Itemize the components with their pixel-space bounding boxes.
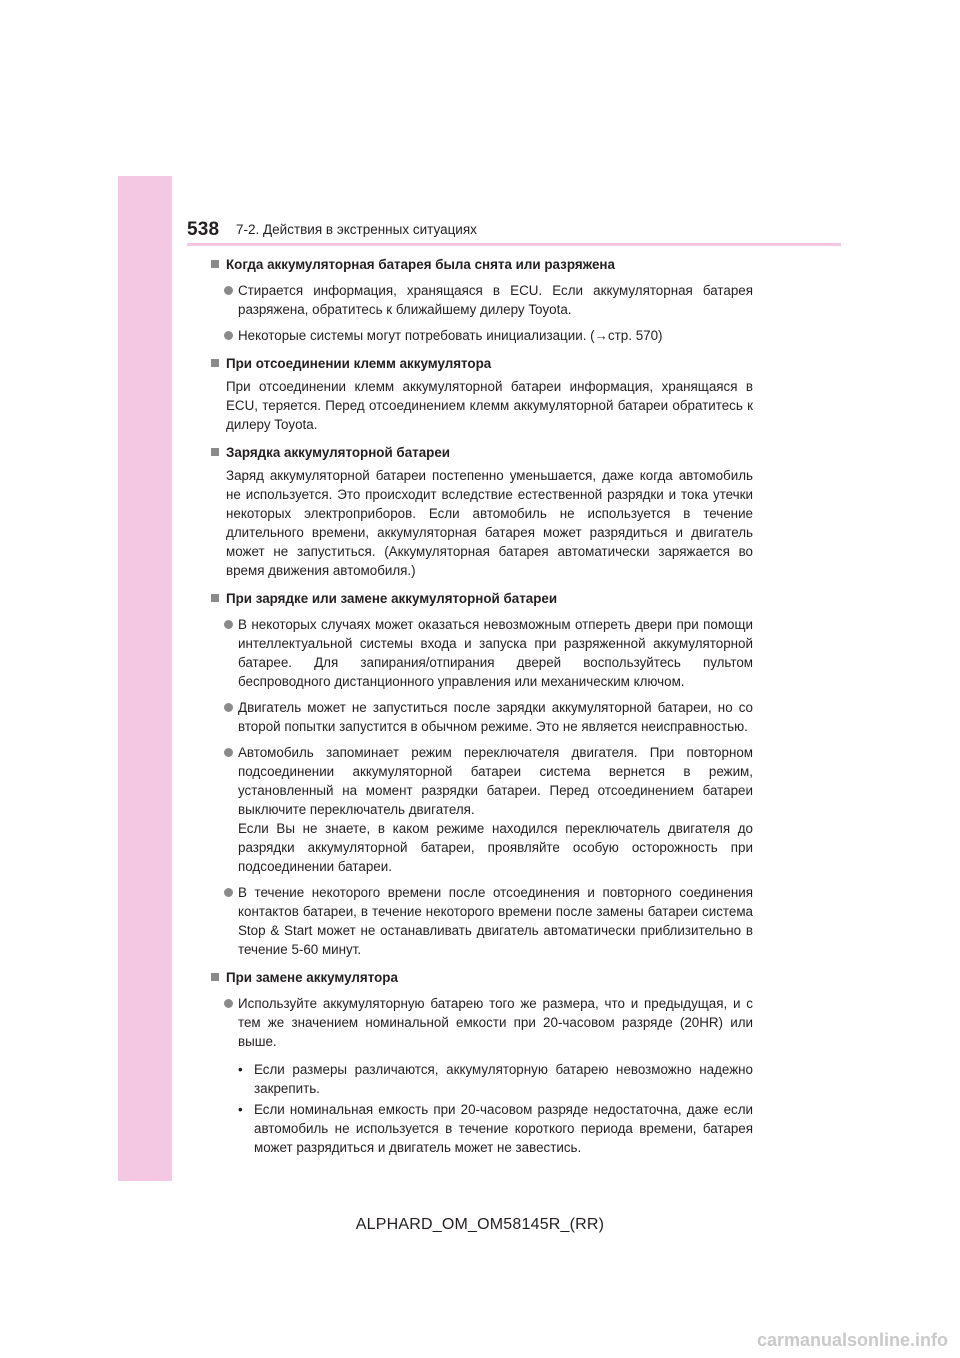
bullet-text: Автомобиль запоминает режим переключателя двигателя. При повторном подсоединении аккумуляторной батареи система вернется в режим, установленный на момент разрядки батареи. Перед отсоединением батареи выключите переключатель двигателя. <box>238 745 753 817</box>
section-heading <box>210 255 753 274</box>
dot-marker: • <box>238 1062 243 1077</box>
section-heading-text: При замене аккумулятора <box>226 970 398 985</box>
bullet-item <box>210 994 753 1051</box>
sub-item <box>210 1100 753 1157</box>
bullet-item <box>210 698 753 736</box>
bullet-text: Используйте аккумуляторную батарею того же размера, что и предыдущая, и с тем же значением номинальной емкости при 20-часовом разряде (20HR) или выше. <box>238 996 753 1049</box>
bullet-item <box>210 743 753 876</box>
section-heading <box>210 589 753 608</box>
bullet-item <box>210 883 753 959</box>
section-heading-text: При отсоединении клемм аккумулятора <box>226 356 492 371</box>
bullet-item <box>210 281 753 319</box>
section-heading <box>210 443 753 462</box>
dot-marker: • <box>238 1102 243 1117</box>
circle-bullet-icon <box>224 888 233 897</box>
site-watermark: carmanualsonline.info <box>756 1330 948 1350</box>
sub-item <box>210 1060 753 1098</box>
section-heading-text: При зарядке или замене аккумуляторной батареи <box>226 591 558 606</box>
sub-item-text: Если размеры различаются, аккумуляторную батарею невозможно надежно закрепить. <box>254 1062 753 1096</box>
circle-bullet-icon <box>224 620 233 629</box>
square-bullet-icon <box>211 594 219 602</box>
bullet-item <box>210 326 753 345</box>
section-paragraph: Заряд аккумуляторной батареи постепенно уменьшается, даже когда автомобиль не используется. Это происходит вследствие естественной разрядки и тока утечки некоторых электроприборов. Если автомобиль не используется в течение длительного времени, аккумуляторная батарея может разрядиться и двигатель может не запуститься. (Аккумуляторная батарея автоматически заряжается во время движения автомобиля.) <box>226 468 753 578</box>
page-content <box>210 255 753 1157</box>
section-paragraph: При отсоединении клемм аккумуляторной батареи информация, хранящаяся в ECU, теряется. Перед отсоединением клемм аккумуляторной батареи обратитесь к дилеру Toyota. <box>226 379 753 432</box>
bullet-text: Некоторые системы могут потребовать инициализации. (→стр. 570) <box>238 328 663 343</box>
circle-bullet-icon <box>224 748 233 757</box>
circle-bullet-icon <box>224 286 233 295</box>
document-code-footer: ALPHARD_OM_OM58145R_(RR) <box>355 1216 605 1233</box>
section-heading-text: Зарядка аккумуляторной батареи <box>226 445 451 460</box>
circle-bullet-icon <box>224 999 233 1008</box>
circle-bullet-icon <box>224 703 233 712</box>
square-bullet-icon <box>211 359 219 367</box>
square-bullet-icon <box>211 448 219 456</box>
bullet-text: В течение некоторого времени после отсоединения и повторного соединения контактов батареи, в течение некоторого времени после замены батареи система Stop & Start может не останавливать двигатель автоматически приблизительно в течение 5-60 минут. <box>238 885 753 957</box>
bullet-text: В некоторых случаях может оказаться невозможным отпереть двери при помощи интеллектуальной системы входа и запуска при разряженной аккумуляторной батарее. Для запирания/отпирания дверей воспользуйтесь пультом беспроводного дистанционного управления или механическим ключом. <box>238 617 753 689</box>
section-heading <box>210 354 753 373</box>
square-bullet-icon <box>211 260 219 268</box>
side-tab-band <box>118 176 172 1181</box>
sub-item-text: Если номинальная емкость при 20-часовом разряде недостаточна, даже если автомобиль не используется в течение короткого периода времени, батарея может разрядиться и двигатель может не завестись. <box>254 1102 753 1155</box>
section-heading-text: Когда аккумуляторная батарея была снята или разряжена <box>226 257 615 272</box>
section-title: 7-2. Действия в экстренных ситуациях <box>236 222 477 237</box>
header-divider <box>187 243 841 246</box>
bullet-text: Стирается информация, хранящаяся в ECU. Если аккумуляторная батарея разряжена, обратитесь к ближайшему дилеру Toyota. <box>238 283 753 317</box>
bullet-continuation-text: Если Вы не знаете, в каком режиме находился переключатель двигателя до разрядки аккумуляторной батареи, проявляйте особую осторожность при подсоединении батареи. <box>238 821 753 874</box>
circle-bullet-icon <box>224 331 233 340</box>
section-heading <box>210 968 753 987</box>
bullet-item <box>210 615 753 691</box>
bullet-text: Двигатель может не запуститься после зарядки аккумуляторной батареи, но со второй попытки запустится в обычном режиме. Это не является неисправностью. <box>238 700 753 734</box>
page-number: 538 <box>187 219 220 240</box>
square-bullet-icon <box>211 973 219 981</box>
